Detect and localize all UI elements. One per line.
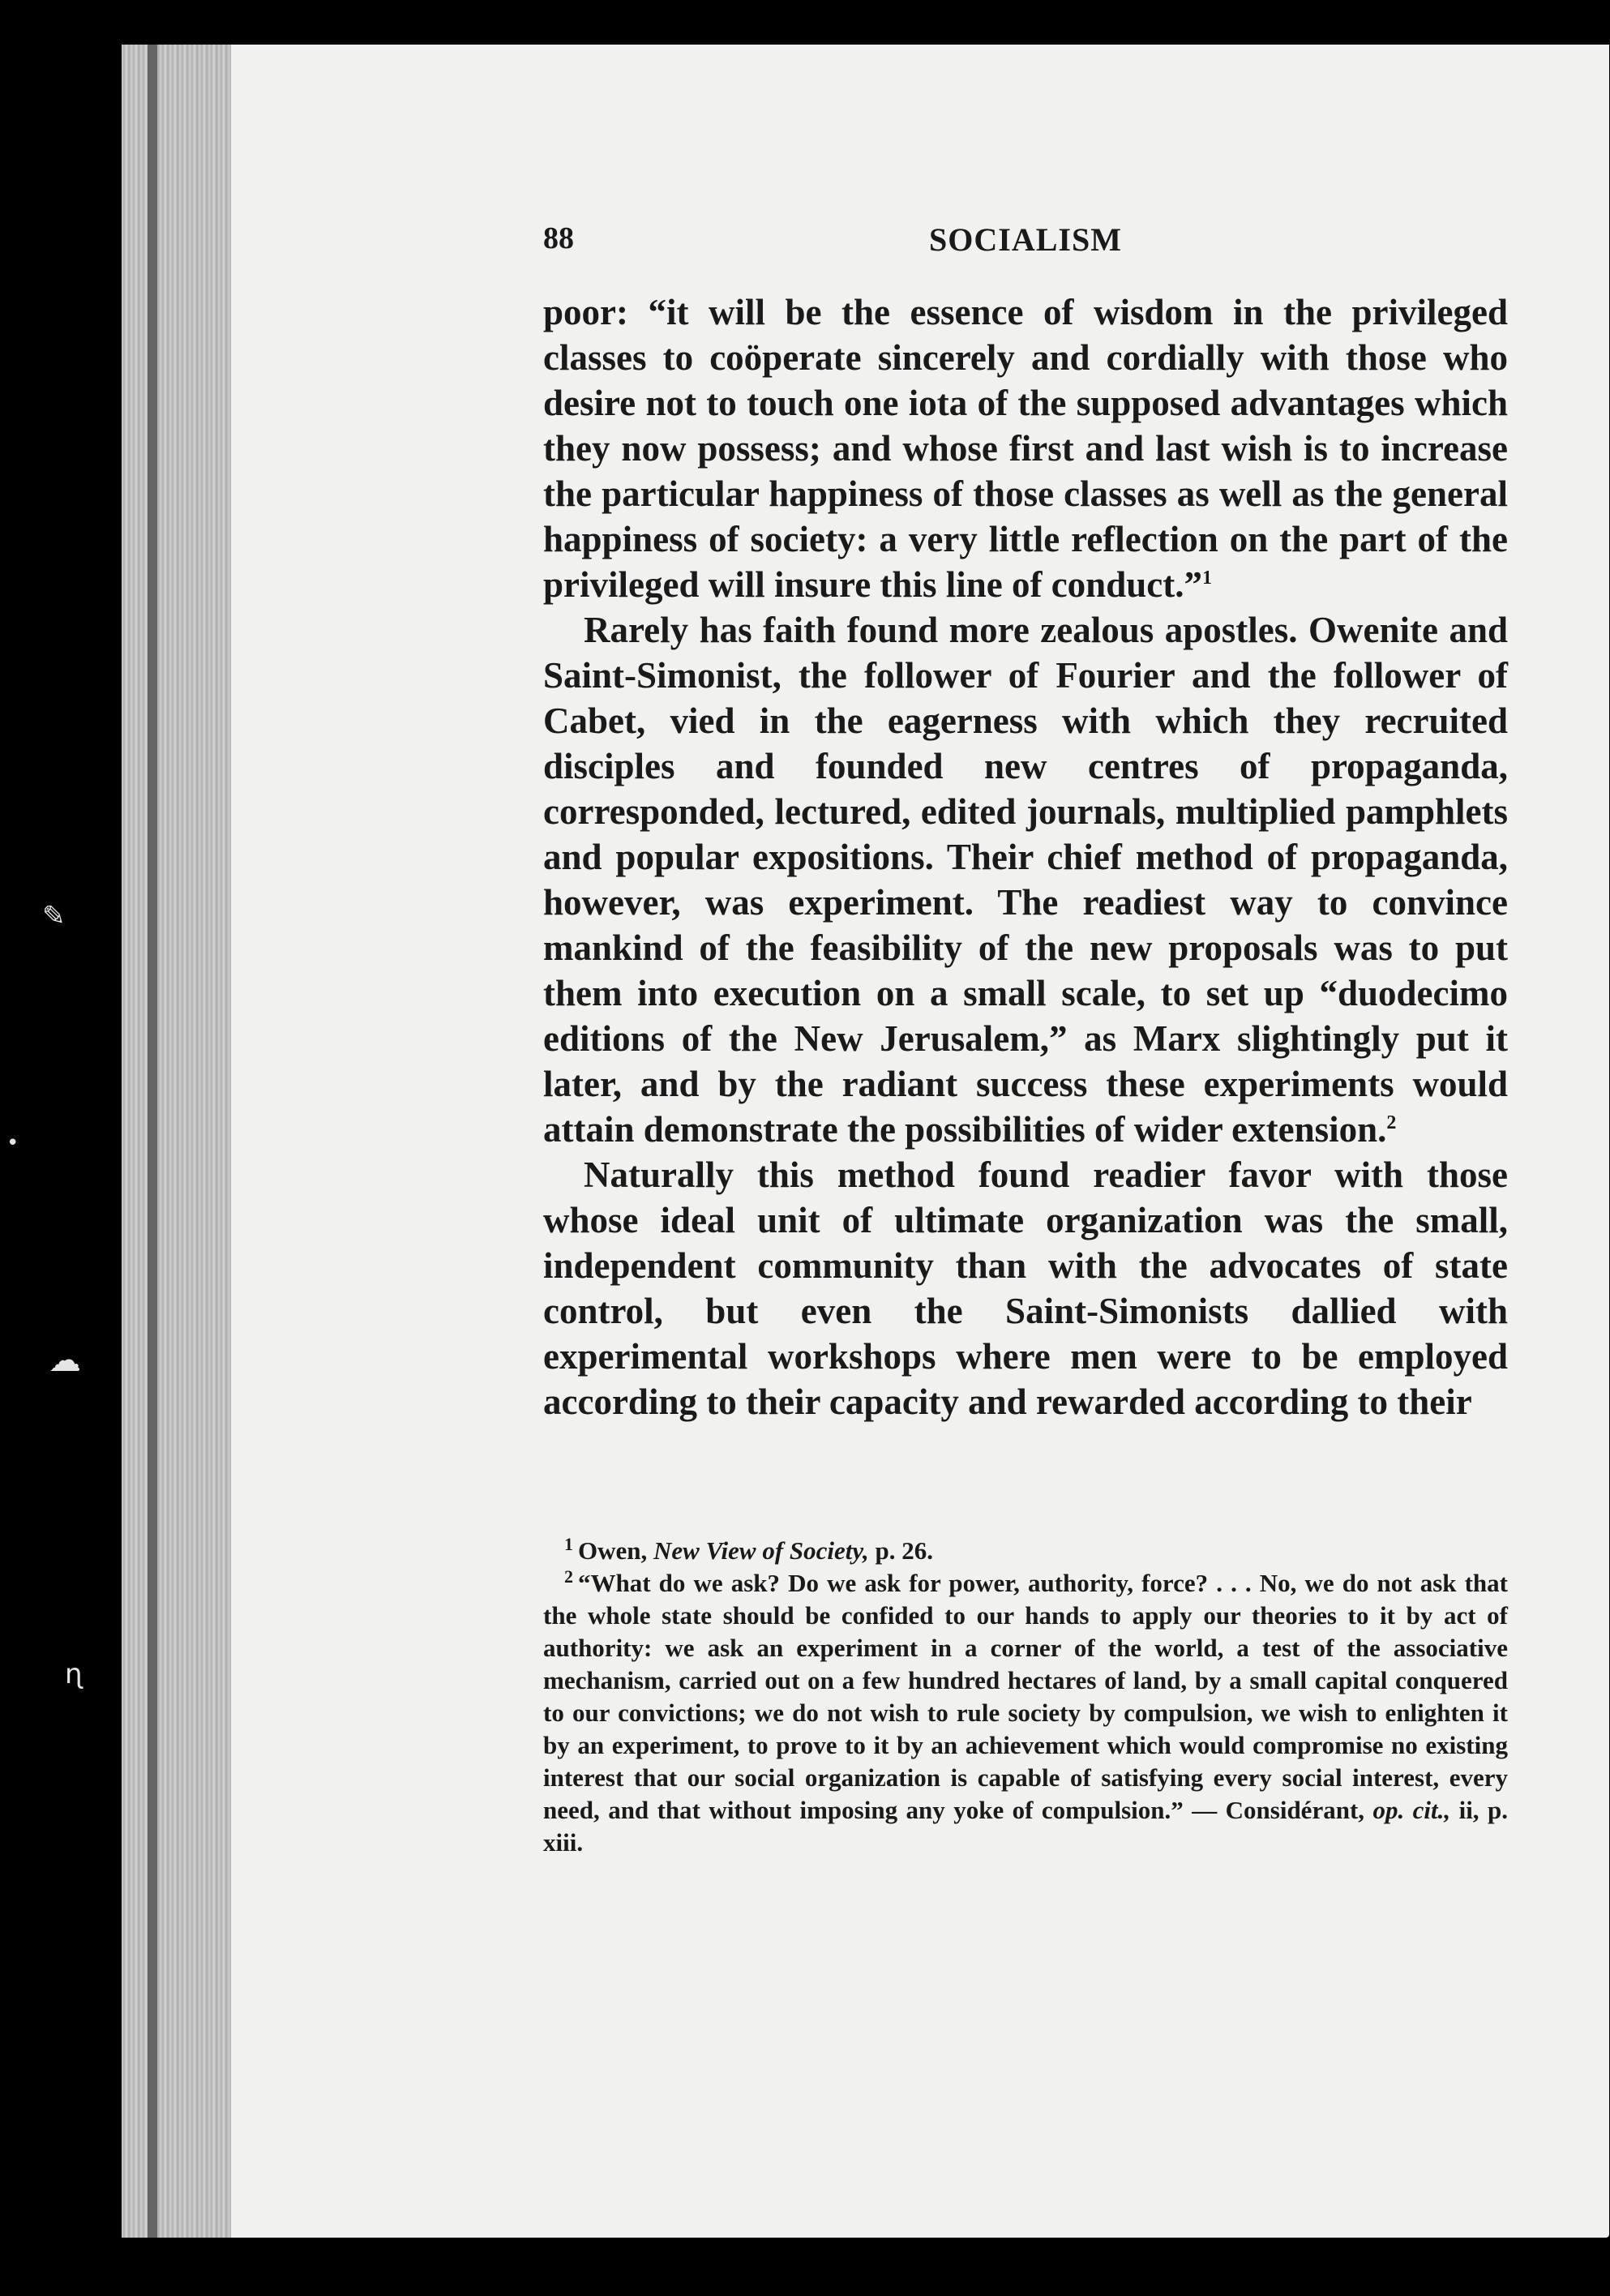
paragraph: poor: “it will be the essence of wisdom in the privileged classes to coöperate sincerely and cordially with those who desire not to touch one iota of the supposed advantages which they now possess; and whose first and last wish is to increase the particular happiness of those classes as well as the general happiness of society: a very little reflection on the part of the privileged will insure this line of conduct.”$^1$ <box>543 292 1508 605</box>
paragraph: Naturally this method found readier favor with those whose ideal unit of ultimate organization was the small, independent community than with the advocates of state control, but even the Saint-Simonists dallied with experimental workshops where men were to be employed according to their capacity and rewarded according to their <box>543 1154 1508 1422</box>
margin-speck: ɳ <box>65 1658 83 1690</box>
margin-speck: • <box>6 1131 19 1155</box>
running-head <box>543 221 1508 261</box>
running-title: SOCIALISM <box>929 221 1122 258</box>
footnotes <box>543 1535 1508 1859</box>
footnote-ref: 1 <box>1201 568 1212 589</box>
footnote-mark: 1 <box>564 1533 573 1554</box>
margin-speck: ✎ <box>42 900 66 932</box>
footnote-mark: 2 <box>564 1566 573 1587</box>
footnote-ref: 2 <box>1386 1112 1397 1133</box>
paragraph: Rarely has faith found more zealous apostles. Owenite and Saint-Simonist, the follower of Fourier and the follower of Cabet, vied in the eagerness with which they recruited disciples and founded new centres of propaganda, corresponded, lectured, edited journals, multiplied pamphlets and popular expositions. Their chief method of propaganda, however, was experiment. The readiest way to convince mankind of the feasibility of the new proposals was to put them into execution on a small scale, to set up “duodecimo editions of the New Jerusalem,” as Marx slightingly put it later, and by the radiant success these experiments would attain demonstrate the possibilities of wider extension.$^2$ <box>543 610 1508 1150</box>
footnote: $^1$ Owen, New View of Society, p. 26. <box>564 1533 934 1565</box>
page-number: 88 <box>543 221 574 255</box>
margin-speck: ☁ <box>49 1342 81 1379</box>
binding-shadow <box>148 45 157 2238</box>
book-page-edges <box>122 45 239 2238</box>
footnote: $^2$ “What do we ask? Do we ask for power, authority, force? . . . No, we do not ask that the whole state should be confided to our hands to apply our theories to it by act of authority: we ask an experiment in a corner of the world, a test of the associative mechanism, carried out on a few hundred hectares of land, by a small capital conquered to our convictions; we do not wish to rule society by compulsion, we wish to enlighten it by an experiment, to prove to it by an achievement which would compromise no existing interest that our social organization is capable of satisfying every social interest, every need, and that without imposing any yoke of compulsion.” — Considérant, op. cit., ii, p. xiii. <box>543 1566 1508 1857</box>
body-text <box>543 289 1508 1424</box>
